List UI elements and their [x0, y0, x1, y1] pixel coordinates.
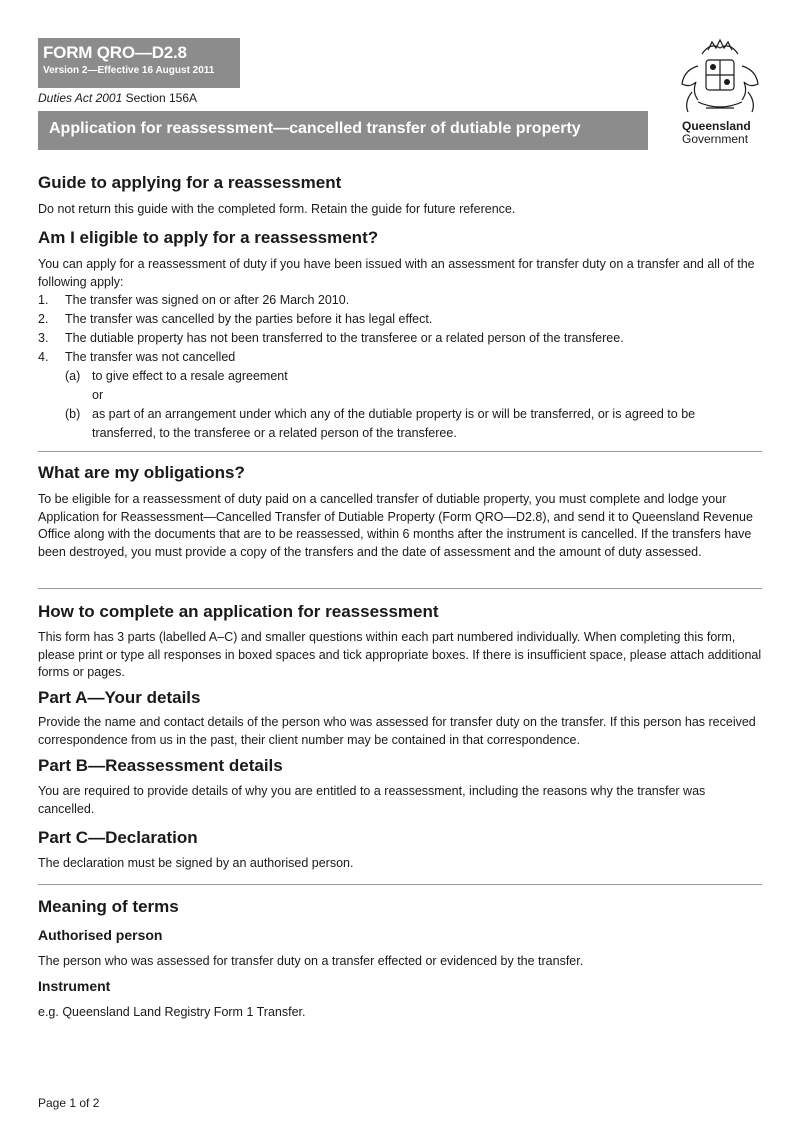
list-item	[38, 291, 762, 310]
term-instrument: Instrument	[38, 978, 111, 994]
eligible-heading: Am I eligible to apply for a reassessment?	[38, 228, 379, 247]
term-authorised-person-definition: The person who was assessed for transfer duty on a transfer effected or evidenced by the transfer.	[38, 954, 584, 968]
logo-line-government: Government	[682, 132, 749, 146]
section-divider	[38, 451, 762, 452]
list-number: 3.	[38, 331, 49, 345]
sub-list-label: (b)	[65, 407, 81, 421]
section-divider	[38, 588, 762, 589]
page-number: Page 1 of 2	[38, 1096, 100, 1110]
list-text: The transfer was signed on or after 26 March 2010.	[65, 293, 350, 307]
guide-text: Do not return this guide with the completed form. Retain the guide for future reference.	[38, 202, 516, 216]
list-item	[38, 329, 762, 348]
or-connector: or	[92, 388, 104, 402]
howto-text: This form has 3 parts (labelled A–C) and smaller questions within each part numbered individually. When completing this form, please print or type all responses in boxed spaces and tick appropriate boxes. If there is insufficient space, please attach additional forms or pages.	[38, 630, 762, 679]
part-c-text: The declaration must be signed by an authorised person.	[38, 856, 354, 870]
part-c-heading: Part C—Declaration	[38, 828, 198, 847]
list-text: The transfer was not cancelled	[65, 350, 236, 364]
form-version: Version 2—Effective 16 August 2011	[43, 65, 215, 76]
eligible-intro: You can apply for a reassessment of duty if you have been issued with an assessment for transfer duty on a transfer and all of the following apply:	[38, 257, 755, 289]
sub-list-item-b	[38, 405, 762, 443]
part-a-text: Provide the name and contact details of the person who was assessed for transfer duty on the transfer. If this person has received correspondence from us in the past, their client number may be contained in that correspondence.	[38, 715, 756, 747]
list-text: The dutiable property has not been transferred to the transferee or a related person of the transferee.	[65, 331, 624, 345]
list-number: 2.	[38, 312, 49, 326]
list-item	[38, 310, 762, 329]
part-b-text: You are required to provide details of why you are entitled to a reassessment, including the reasons why the transfer was cancelled.	[38, 784, 706, 816]
logo-wordmark	[682, 120, 751, 146]
sub-list-text: as part of an arrangement under which any of the dutiable property is or will be transferred, or is agreed to be transferred, to the transferee or a related person of the transferee.	[92, 407, 696, 440]
obligations-heading: What are my obligations?	[38, 463, 245, 482]
act-section: Section 156A	[122, 91, 197, 105]
logo-line-queensland: Queensland	[682, 119, 751, 133]
list-number: 4.	[38, 350, 49, 364]
page-title: Application for reassessment—cancelled transfer of dutiable property	[38, 111, 648, 150]
form-id: FORM QRO—D2.8	[43, 43, 187, 62]
act-name: Duties Act 2001	[38, 91, 123, 105]
list-text: The transfer was cancelled by the parties before it has legal effect.	[65, 312, 433, 326]
act-reference	[38, 91, 197, 105]
term-authorised-person: Authorised person	[38, 927, 163, 943]
part-a-heading: Part A—Your details	[38, 688, 201, 707]
sub-list-text: to give effect to a resale agreement	[92, 369, 288, 383]
guide-heading: Guide to applying for a reassessment	[38, 173, 342, 192]
howto-heading: How to complete an application for reassessment	[38, 602, 439, 621]
form-id-box	[38, 38, 240, 88]
obligations-text: To be eligible for a reassessment of duty paid on a cancelled transfer of dutiable property, you must complete and lodge your Application for Reassessment—Cancelled Transfer of Dutiable Property (Form QRO—D2.8), and send it to Queensland Revenue Office along with the documents that are to be reassessed, within 6 months after the instrument is cancelled. If the transfers have been destroyed, you must provide a copy of the transfers and the date of assessment and the amount of duty assessed.	[38, 492, 753, 559]
terms-heading: Meaning of terms	[38, 897, 179, 916]
list-item	[38, 348, 762, 367]
part-b-heading: Part B—Reassessment details	[38, 756, 283, 775]
list-number: 1.	[38, 293, 49, 307]
section-divider	[38, 884, 762, 885]
eligibility-list	[38, 291, 762, 443]
sub-list-item-a	[38, 367, 762, 386]
sub-list-label: (a)	[65, 369, 81, 383]
term-instrument-definition: e.g. Queensland Land Registry Form 1 Transfer.	[38, 1005, 306, 1019]
